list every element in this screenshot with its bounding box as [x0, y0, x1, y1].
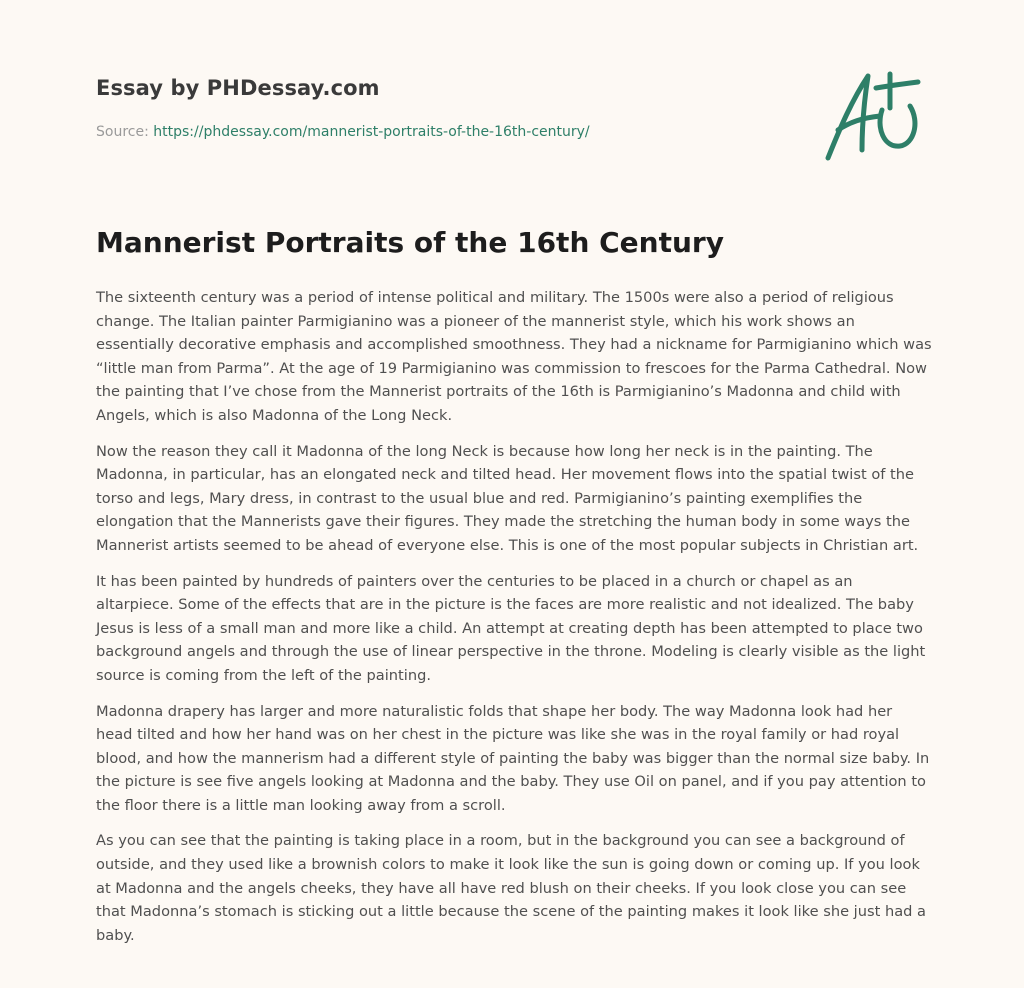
source-line — [96, 124, 590, 140]
essay-paragraph: As you can see that the painting is taking place in a room, but in the background you can see a background of outside, and they used like a brownish colors to make it look like the sun is going down or coming up. If you look at Madonna and the angels cheeks, they have all have red blush on their cheeks. If you look close you can see that Madonna’s stomach is sticking out a little because the scene of the painting makes it look like she just had a baby. — [96, 832, 926, 944]
site-title: Essay by PHDessay.com — [96, 76, 380, 100]
essay-paragraph: It has been painted by hundreds of painters over the centuries to be placed in a church or chapel as an altarpiece. Some of the effects that are in the picture is the faces are more realistic and not idealized. The baby Jesus is less of a small man and more like a child. An attempt at creating depth has been attempted to place two background angels and through the use of linear perspective in the throne. Modeling is clearly visible as the light source is coming from the left of the painting. — [96, 572, 926, 684]
essay-title: Mannerist Portraits of the 16th Century — [96, 226, 724, 259]
essay-paragraph: Madonna drapery has larger and more naturalistic folds that shape her body. The way Madonna look had her head tilted and how her hand was on her chest in the picture was like she was in the royal family or had royal blood, and how the mannerism had a different style of painting the baby was bigger than the normal size baby. In the picture is see five angels looking at Madonna and the baby. They use Oil on panel, and if you pay attention to the floor there is a little man looking away from a scroll. — [96, 702, 930, 814]
source-link[interactable]: https://phdessay.com/mannerist-portraits-of-the-16th-century/ — [153, 124, 590, 140]
essay-body — [96, 286, 932, 959]
essay-paragraph: The sixteenth century was a period of intense political and military. The 1500s were also a period of religious change. The Italian painter Parmigianino was a pioneer of the mannerist style, which his work shows an essentially decorative emphasis and accomplished smoothness. They had a nickname for Parmigianino which was “little man from Parma”. At the age of 19 Parmigianino was commission to frescoes for the Parma Cathedral. Now the painting that I’ve chose from the Mannerist portraits of the 16th is Parmigianino’s Madonna and child with Angels, which is also Madonna of the Long Neck. — [96, 289, 932, 424]
essay-paragraph: Now the reason they call it Madonna of the long Neck is because how long her neck is in the painting. The Madonna, in particular, has an elongated neck and tilted head. Her movement flows into the spatial twist of the torso and legs, Mary dress, in contrast to the usual blue and red. Parmigianino’s painting exemplifies the elongation that the Mannerists gave their figures. They made the stretching the human body in some ways the Mannerist artists seemed to be ahead of everyone else. This is one of the most popular subjects in Christian art. — [96, 442, 919, 554]
source-label: Source: — [96, 124, 149, 140]
a-plus-grade-icon — [818, 66, 930, 166]
